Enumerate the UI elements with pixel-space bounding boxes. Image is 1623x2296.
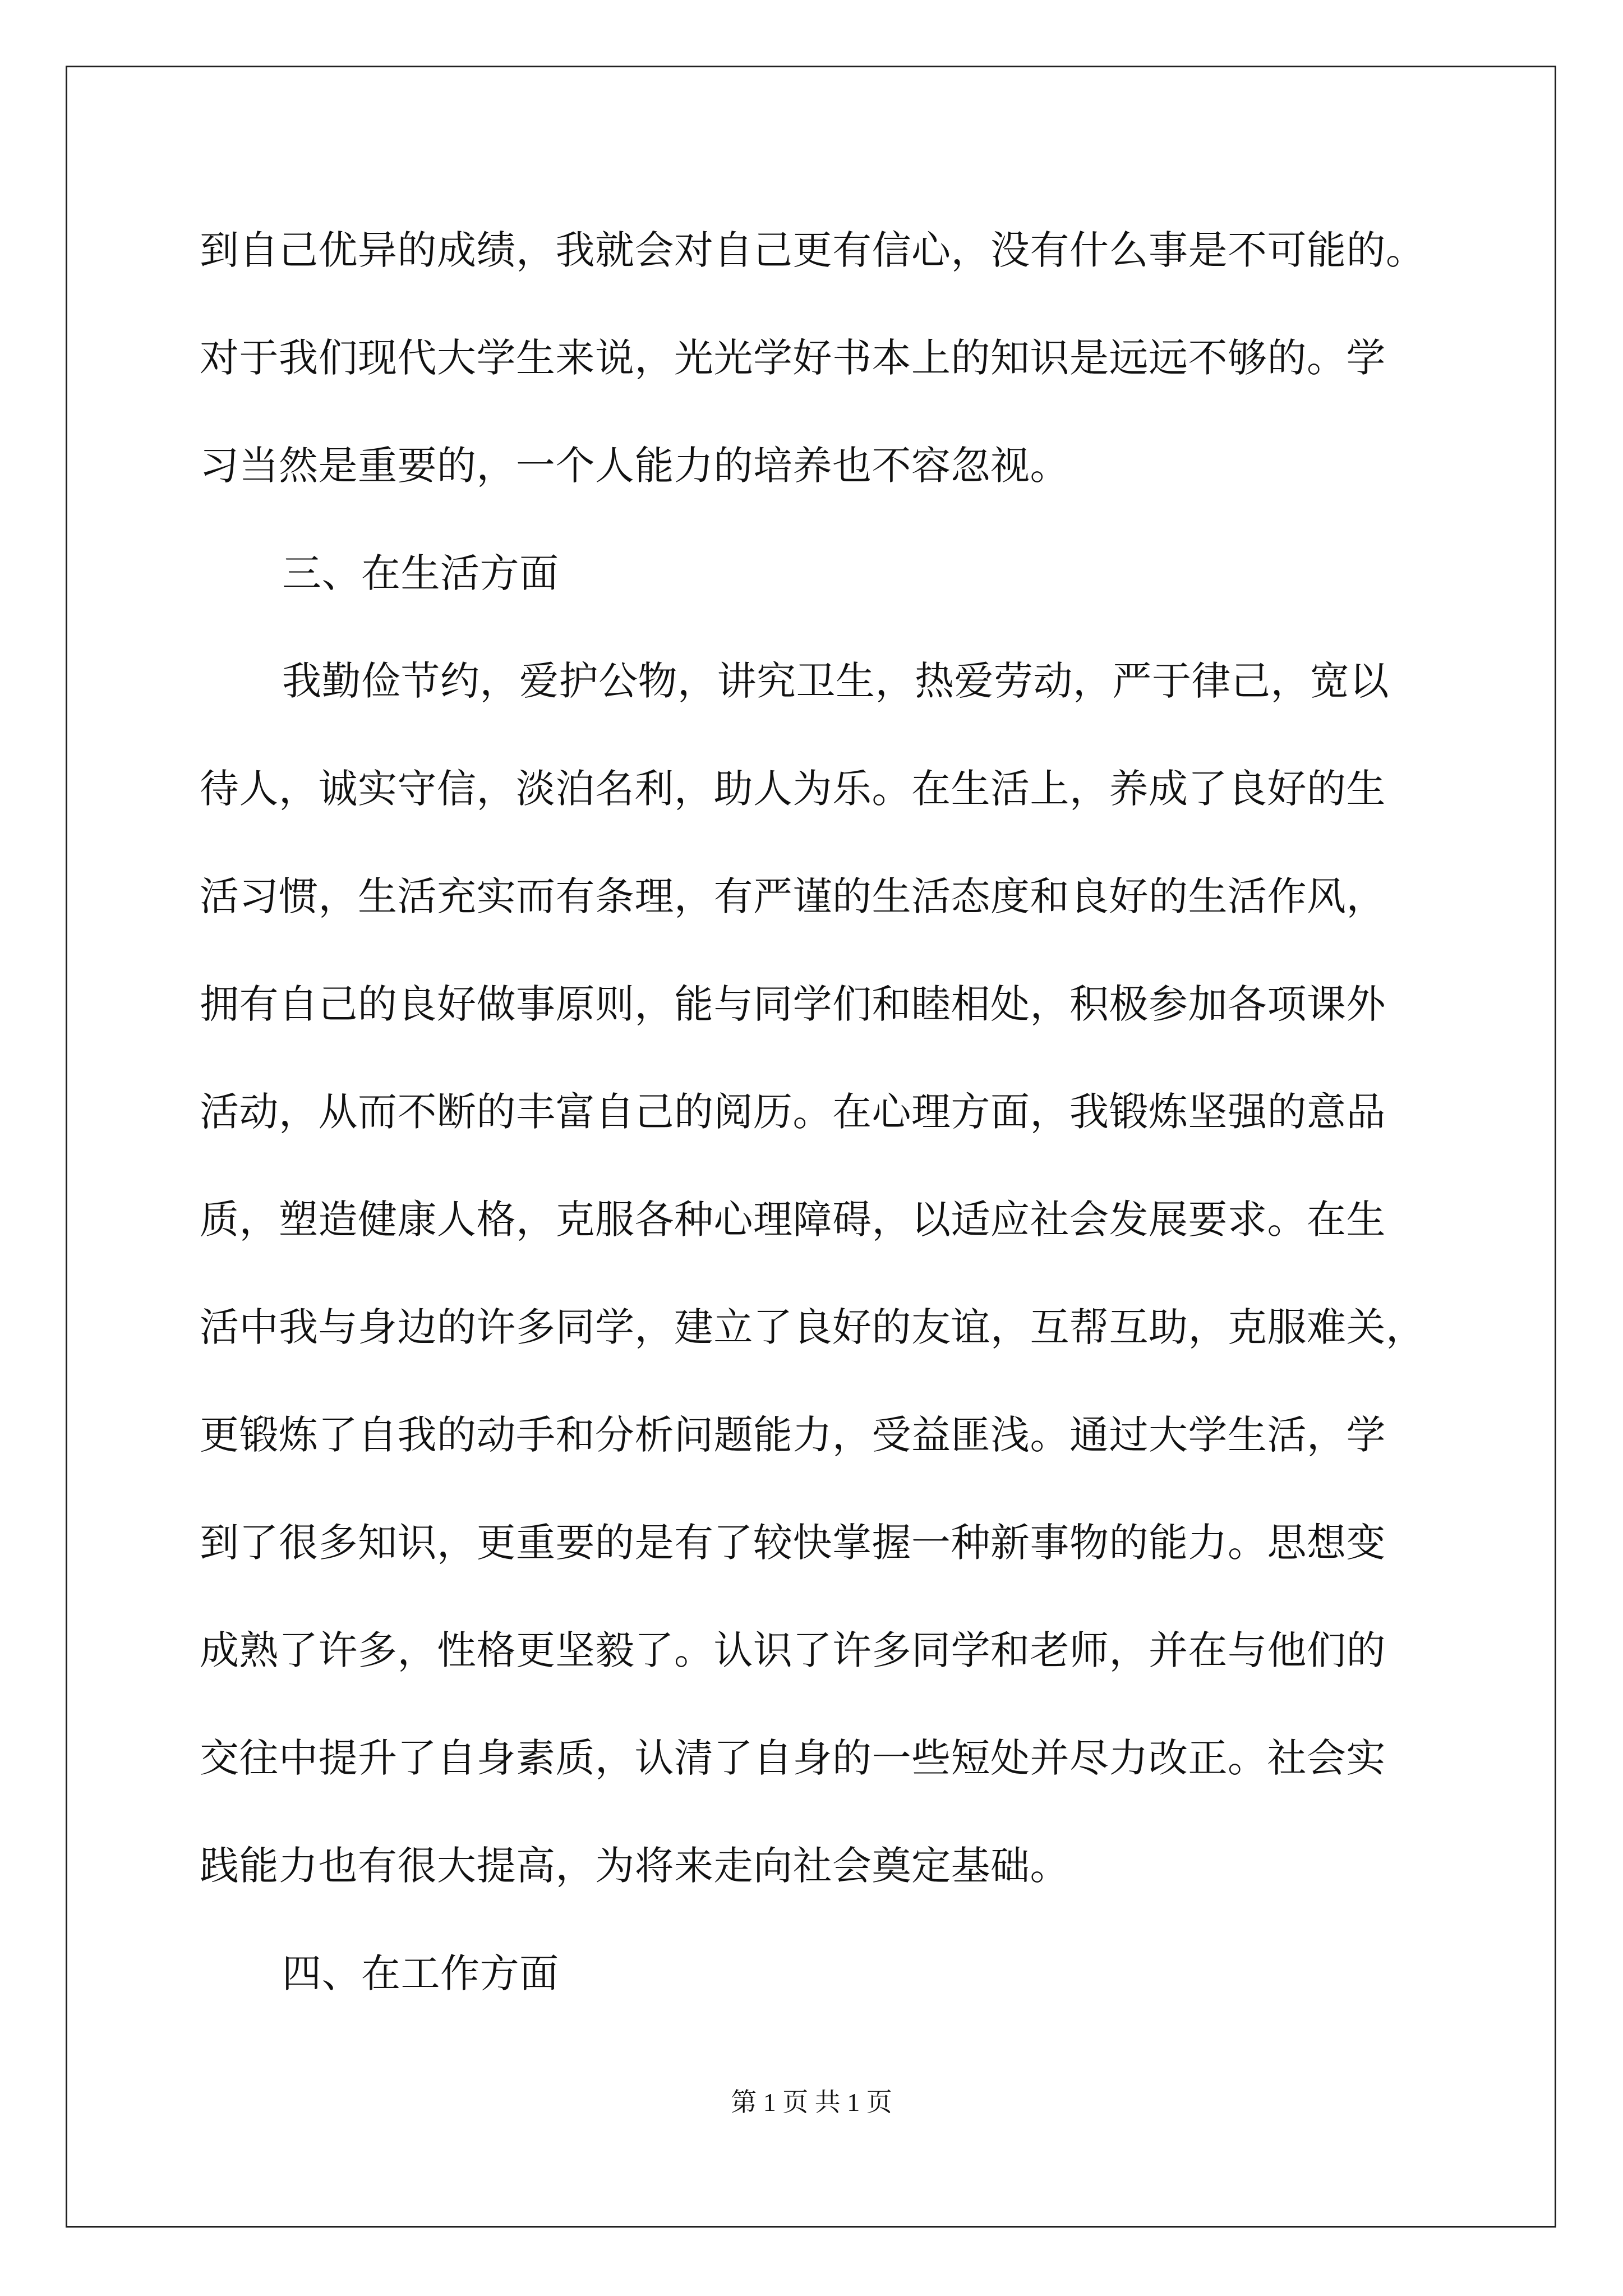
section-heading: 三、在生活方面: [282, 550, 559, 596]
text-line: 对于我们现代大学生来说，光光学好书本上的知识是远远不够的。学: [200, 335, 1386, 381]
text-line: 拥有自己的良好做事原则，能与同学们和睦相处，积极参加各项课外: [200, 981, 1386, 1027]
text-line: 践能力也有很大提高，为将来走向社会奠定基础。: [200, 1843, 1069, 1889]
text-line: 活动，从而不断的丰富自己的阅历。在心理方面，我锻炼坚强的意品: [200, 1089, 1386, 1135]
section-heading: 四、在工作方面: [282, 1950, 559, 1996]
text-line: 习当然是重要的，一个人能力的培养也不容忽视。: [200, 443, 1069, 489]
text-line: 成熟了许多，性格更坚毅了。认识了许多同学和老师，并在与他们的: [200, 1627, 1386, 1673]
text-line: 活习惯，生活充实而有条理，有严谨的生活态度和良好的生活作风，: [200, 873, 1386, 919]
text-line: 交往中提升了自身素质，认清了自身的一些短处并尽力改正。社会实: [200, 1735, 1386, 1781]
page-number-footer: 第 1 页 共 1 页: [731, 2088, 892, 2116]
text-line: 待人，诚实守信，淡泊名利，助人为乐。在生活上，养成了良好的生: [200, 766, 1386, 812]
text-line: 质，塑造健康人格，克服各种心理障碍，以适应社会发展要求。在生: [200, 1197, 1386, 1243]
text-line: 到了很多知识，更重要的是有了较快掌握一种新事物的能力。思想变: [200, 1520, 1386, 1566]
text-line: 活中我与身边的许多同学，建立了良好的友谊，互帮互助，克服难关，: [200, 1304, 1426, 1350]
text-line: 更锻炼了自我的动手和分析问题能力，受益匪浅。通过大学生活，学: [200, 1412, 1386, 1458]
text-line: 到自己优异的成绩，我就会对自己更有信心，没有什么事是不可能的。: [200, 227, 1426, 273]
document-body: [200, 196, 1433, 2027]
text-line: 我勤俭节约，爱护公物，讲究卫生，热爱劳动，严于律己，宽以: [282, 658, 1389, 704]
